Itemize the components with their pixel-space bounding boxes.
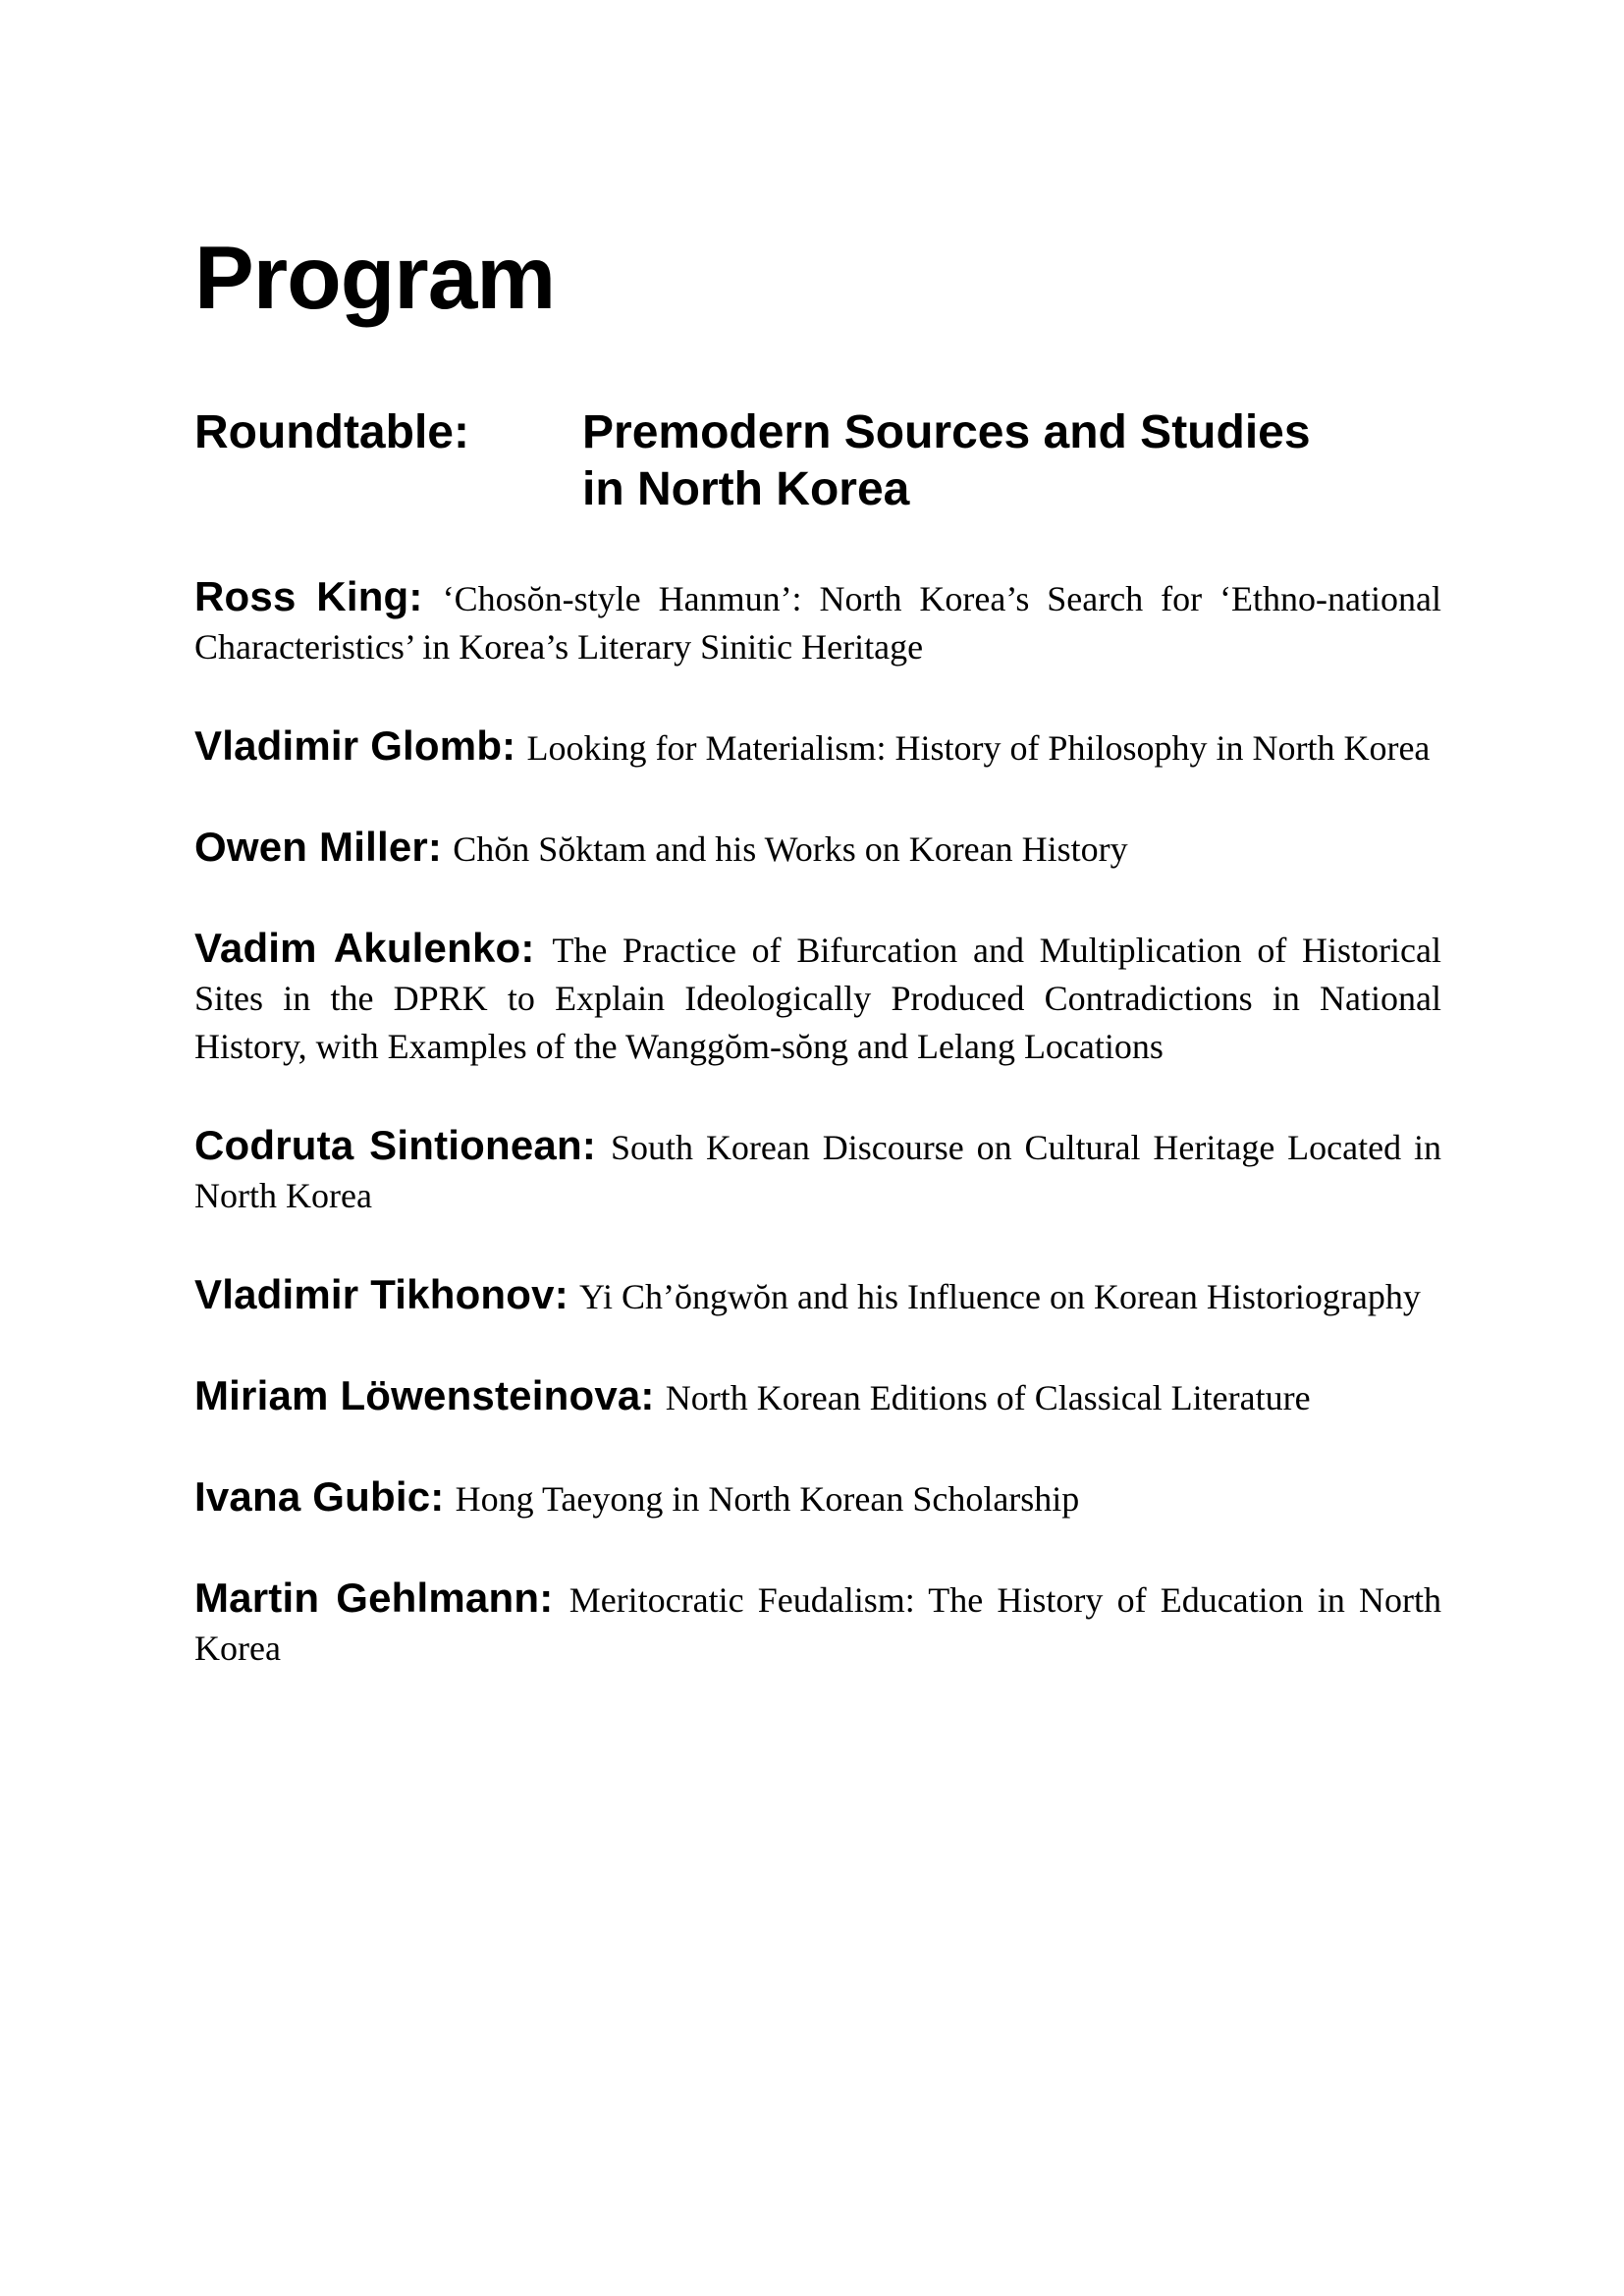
speaker-name: Ivana Gubic: — [194, 1473, 445, 1520]
program-entry — [194, 1372, 1441, 1422]
talk-title: The Practice of Bifurcation and Multiplication of Historical Sites in the DPRK to Explain Ideologically Produced Contradictions in National History, with Examples of the Wanggŏm-sŏng and Lelang Locations — [194, 931, 1441, 1066]
program-entries — [194, 573, 1441, 1673]
talk-title: Yi Ch’ŏngwŏn and his Influence on Korean Historiography — [579, 1277, 1421, 1316]
speaker-name: Vadim Akulenko: — [194, 925, 535, 971]
speaker-name: Ross King: — [194, 573, 423, 619]
talk-title: South Korean Discourse on Cultural Heritage Located in North Korea — [194, 1128, 1441, 1215]
speaker-name: Martin Gehlmann: — [194, 1575, 554, 1621]
talk-title: Looking for Materialism: History of Philosophy in North Korea — [526, 728, 1431, 768]
talk-title: Meritocratic Feudalism: The History of Education in North Korea — [194, 1580, 1441, 1668]
speaker-name: Vladimir Tikhonov: — [194, 1271, 568, 1317]
speaker-name: Codruta Sintionean: — [194, 1122, 597, 1168]
talk-title: Chŏn Sŏktam and his Works on Korean History — [453, 829, 1128, 869]
program-entry — [194, 573, 1441, 671]
program-entry — [194, 722, 1441, 773]
roundtable-title — [582, 404, 1441, 518]
program-entry — [194, 1271, 1441, 1321]
speaker-name: Vladimir Glomb: — [194, 722, 516, 769]
roundtable-label: Roundtable: — [194, 406, 469, 458]
talk-title: ‘Chosŏn-style Hanmun’: North Korea’s Search for ‘Ethno-national Characteristics’ in Korea’s Literary Sinitic Heritage — [194, 579, 1441, 667]
talk-title: North Korean Editions of Classical Literature — [665, 1378, 1311, 1417]
program-entry — [194, 925, 1441, 1071]
talk-title: Hong Taeyong in North Korean Scholarship — [455, 1479, 1080, 1519]
program-entry — [194, 1122, 1441, 1220]
speaker-name: Owen Miller: — [194, 824, 443, 870]
page-title: Program — [194, 229, 556, 328]
program-entry — [194, 1575, 1441, 1673]
roundtable-title-line-2: in North Korea — [582, 463, 910, 515]
program-entry — [194, 1473, 1441, 1523]
roundtable-title-line-1: Premodern Sources and Studies — [582, 406, 1311, 458]
roundtable-heading — [194, 404, 1441, 518]
program-entry — [194, 824, 1441, 874]
speaker-name: Miriam Löwensteinova: — [194, 1372, 655, 1418]
